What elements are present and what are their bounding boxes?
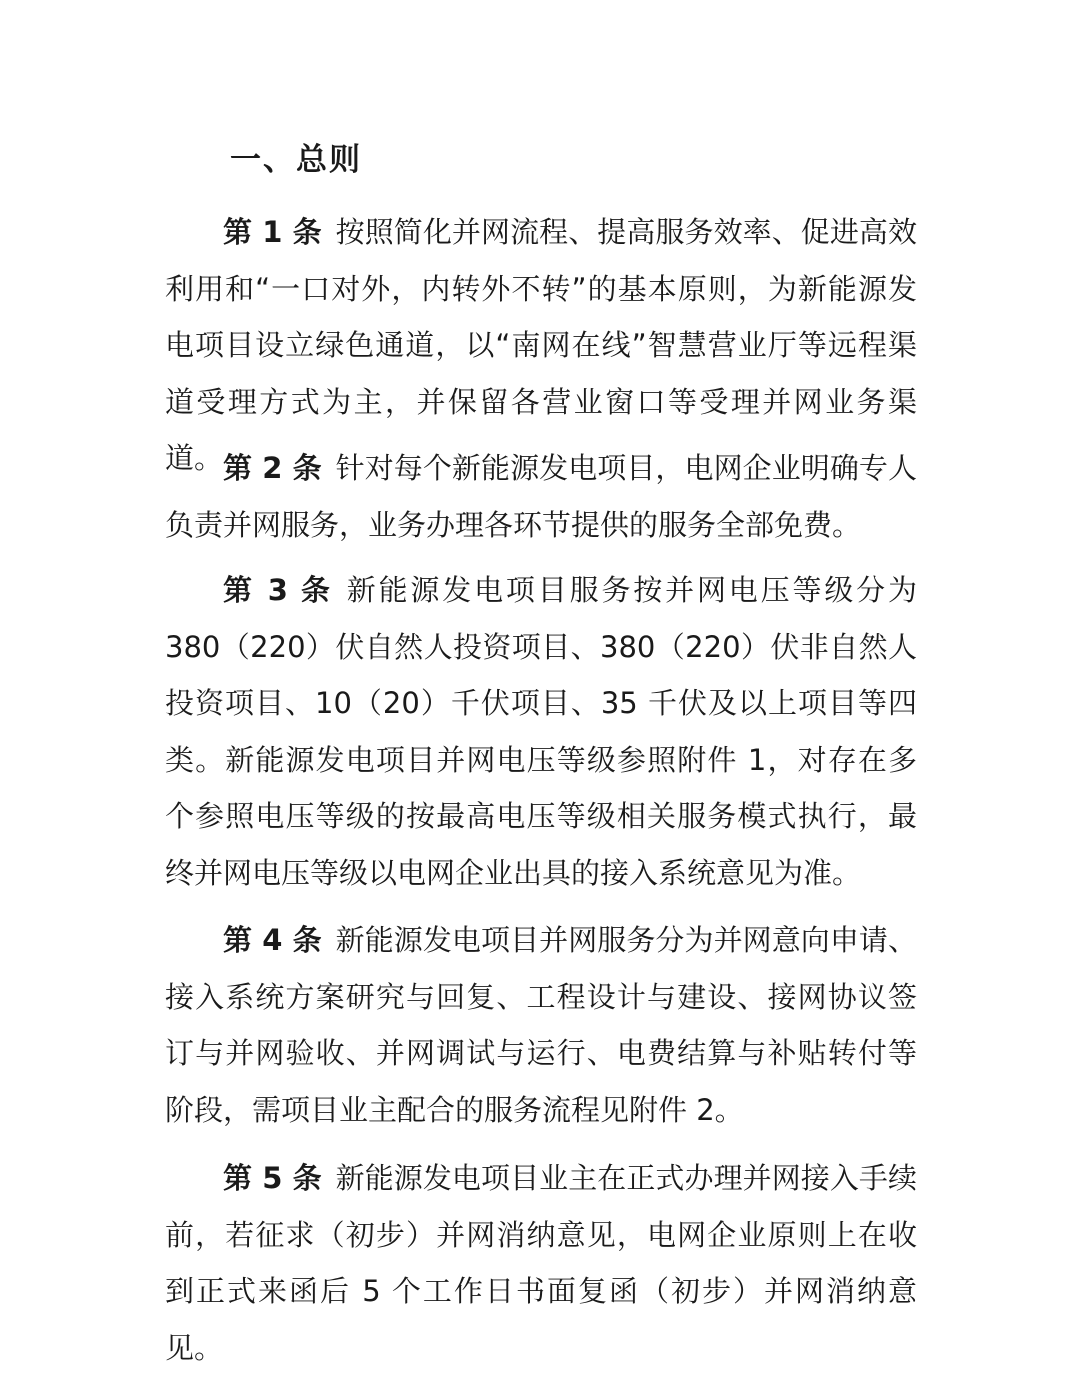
article-4-label: 第 4 条 xyxy=(223,923,322,957)
article-1-text: 按照简化并网流程、提高服务效率、促进高效利用和“一口对外，内转外不转”的基本原则，为新能源发电项目设立绿色通道，以“南网在线”智慧营业厅等远程渠道受理方式为主，并保留各营业窗口等受理并网业务渠道。 xyxy=(165,215,917,475)
article-2 xyxy=(165,440,917,553)
article-4 xyxy=(165,912,917,1138)
article-4-text: 新能源发电项目并网服务分为并网意向申请、接入系统方案研究与回复、工程设计与建设、接网协议签订与并网验收、并网调试与运行、电费结算与补贴转付等阶段，需项目业主配合的服务流程见附件 2。 xyxy=(165,923,917,1127)
article-3-text: 新能源发电项目服务按并网电压等级分为 380（220）伏自然人投资项目、380（220）伏非自然人投资项目、10（20）千伏项目、35 千伏及以上项目等四类。新能源发电项目并网电压等级参照附件 1，对存在多个参照电压等级的按最高电压等级相关服务模式执行，最终并网电压等级以电网企业出具的接入系统意见为准。 xyxy=(165,573,917,890)
article-5-label: 第 5 条 xyxy=(223,1161,322,1195)
article-1-label: 第 1 条 xyxy=(223,215,322,249)
article-5 xyxy=(165,1150,917,1376)
section-heading: 一、总则 xyxy=(230,142,362,178)
article-2-text: 针对每个新能源发电项目，电网企业明确专人负责并网服务，业务办理各环节提供的服务全部免费。 xyxy=(165,451,917,542)
article-5-text: 新能源发电项目业主在正式办理并网接入手续前，若征求（初步）并网消纳意见，电网企业原则上在收到正式来函后 5 个工作日书面复函（初步）并网消纳意见。 xyxy=(165,1161,917,1365)
article-3-label: 第 3 条 xyxy=(223,573,333,607)
article-2-label: 第 2 条 xyxy=(223,451,322,485)
article-3 xyxy=(165,562,917,901)
